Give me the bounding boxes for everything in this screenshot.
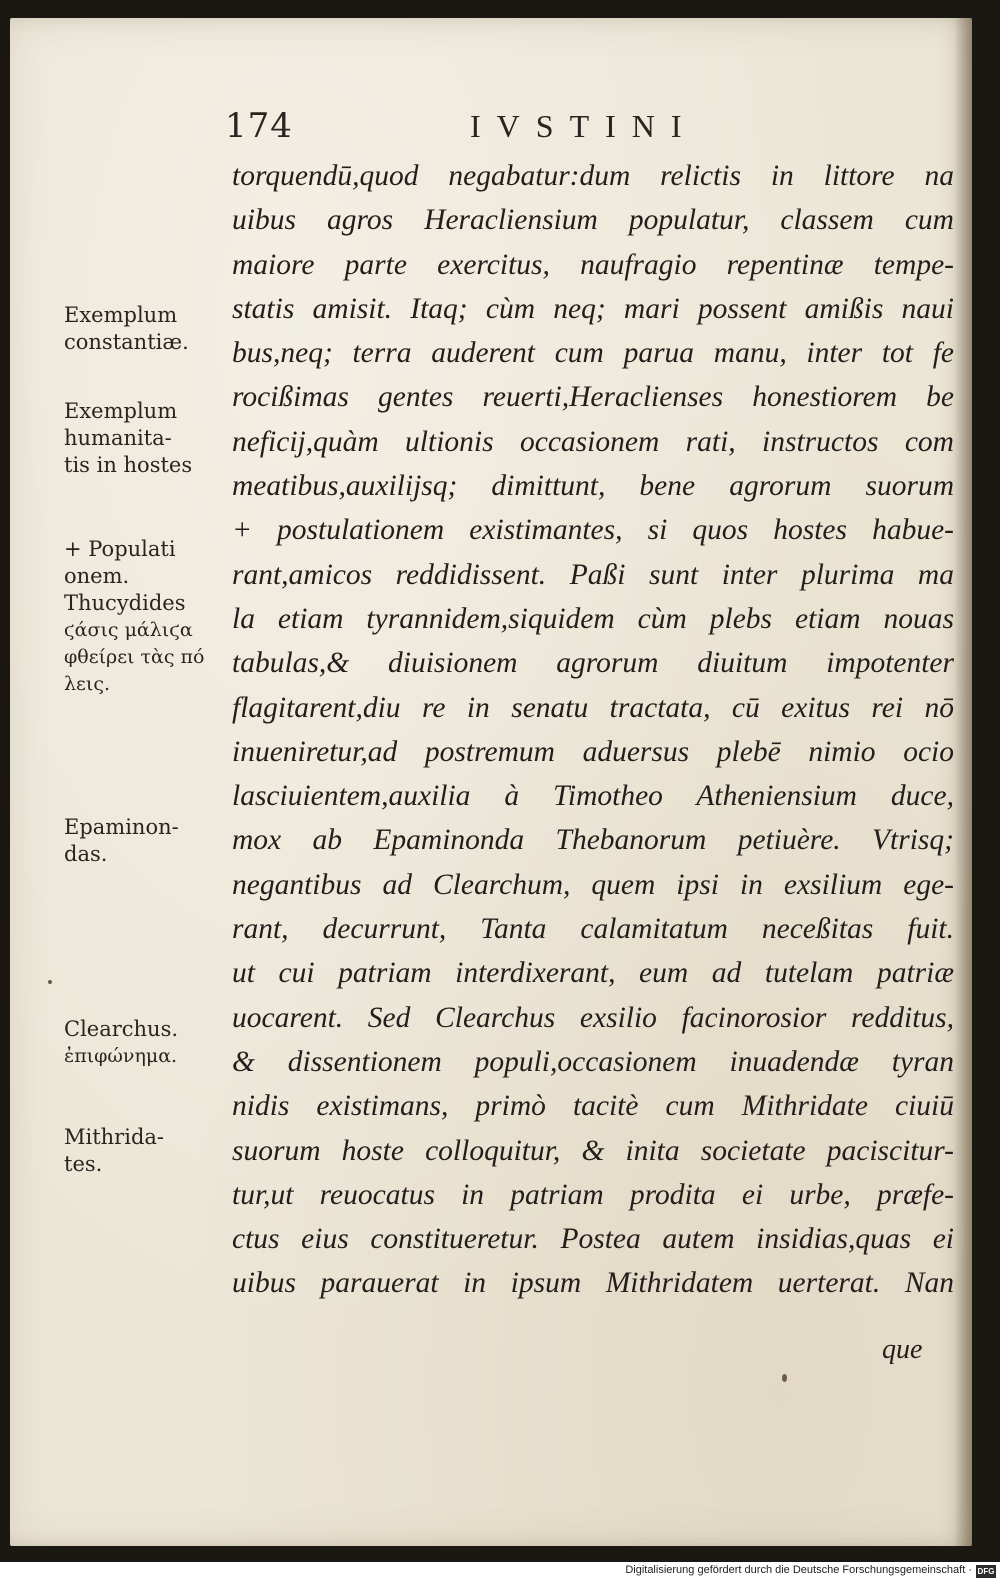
text-line: uibus agros Heracliensium populatur, classem cum: [232, 204, 954, 237]
marginal-note-line: + Populati: [64, 537, 176, 561]
marginal-note-thucydides: [64, 590, 230, 698]
text-line: la etiam tyrannidem,siquidem cùm plebs etiam nouas: [232, 602, 954, 635]
text-line: maiore parte exercitus, naufragio repentinæ tempe-: [232, 248, 954, 281]
paper-speck: [48, 980, 52, 984]
marginal-note-line: Exemplum: [64, 303, 178, 327]
text-line: & dissentionem populi,occasionem inuadendæ tyran: [232, 1045, 954, 1078]
catchword: que: [882, 1334, 923, 1365]
marginal-note-clearchus: [64, 1016, 230, 1070]
text-line: rant, decurrunt, Tanta calamitatum neceßitas fuit.: [232, 913, 954, 946]
main-text-block: [232, 154, 954, 1306]
marginal-note-line: onem.: [64, 564, 130, 588]
text-line: torquendū,quod negabatur:dum relictis in littore na: [232, 160, 954, 192]
marginal-note-exemplum-humanitatis: [64, 398, 230, 479]
text-line: tur,ut reuocatus in patriam prodita ei urbe, præfe-: [232, 1178, 954, 1211]
funding-credit: Digitalisierung gefördert durch die Deutsche Forschungsgemeinschaft ·: [625, 1564, 972, 1576]
text-line: uocarent. Sed Clearchus exsilio facinorosior redditus,: [232, 1001, 954, 1034]
marginal-note-line: Exemplum: [64, 399, 178, 423]
digitization-footer: [0, 1562, 1000, 1584]
text-line: negantibus ad Clearchum, quem ipsi in exsilium ege-: [232, 868, 954, 901]
text-line: uibus parauerat in ipsum Mithridatem uerterat. Nan: [232, 1267, 954, 1300]
text-line: + postulationem existimantes, si quos hostes habue-: [232, 514, 954, 547]
text-line: statis amisit. Itaq; cùm neq; mari possent amißis naui: [232, 292, 954, 325]
marginal-note-line: Mithrida-: [64, 1125, 164, 1149]
marginal-note-exemplum-constantiae: [64, 302, 230, 356]
marginal-note-line: tis in hostes: [64, 453, 193, 477]
marginal-note-line: ἐπιφώνημα.: [64, 1045, 178, 1067]
marginal-note-line: ϛάσις μάλιϛα: [64, 619, 193, 641]
marginal-note-line: λεις.: [64, 673, 111, 695]
marginal-note-line: das.: [64, 842, 108, 866]
text-line: tabulas,& diuisionem agrorum diuitum impotenter: [232, 647, 954, 680]
dfg-logo-icon: DFG: [977, 1567, 995, 1576]
text-line: nidis existimans, primò tacitè cum Mithridate ciuiū: [232, 1090, 954, 1123]
page-gutter-shadow: [954, 18, 972, 1546]
page-header: [10, 106, 972, 156]
marginal-note-line: humanita-: [64, 426, 172, 450]
marginal-note-line: tes.: [64, 1152, 103, 1176]
book-page: [10, 18, 972, 1546]
page-number: 174: [225, 106, 293, 146]
text-line: meatibus,auxilijsq; dimittunt, bene agrorum suorum: [232, 470, 954, 503]
running-head: IVSTINI: [470, 108, 698, 144]
text-line: ctus eius constitueretur. Postea autem insidias,quas ei: [232, 1223, 954, 1256]
marginal-note-line: Thucydides: [64, 591, 186, 615]
marginal-note-line: Clearchus.: [64, 1017, 179, 1041]
text-line: neficij,quàm ultionis occasionem rati, instructos com: [232, 425, 954, 458]
text-line: bus,neq; terra auderent cum parua manu, inter tot fe: [232, 337, 954, 370]
text-line: flagitarent,diu re in senatu tractata, cū exitus rei nō: [232, 691, 954, 724]
text-line: inueniretur,ad postremum aduersus plebē nimio ocio: [232, 735, 954, 768]
marginal-note-line: constantiæ.: [64, 330, 189, 354]
paper-speck: [782, 1374, 787, 1382]
text-line: lasciuientem,auxilia à Timotheo Atheniensium duce,: [232, 780, 954, 813]
text-line: rocißimas gentes reuerti,Heraclienses honestiorem be: [232, 381, 954, 414]
marginal-note-line: Epaminon-: [64, 815, 179, 839]
marginal-note-mithridates: [64, 1124, 230, 1178]
text-line: mox ab Epaminonda Thebanorum petiuère. Vtrisq;: [232, 824, 954, 857]
marginal-note-line: φθείρει τὰς πό: [64, 646, 205, 668]
marginal-note-epaminondas: [64, 814, 230, 868]
text-line: ut cui patriam interdixerant, eum ad tutelam patriæ: [232, 957, 954, 990]
text-line: rant,amicos reddidissent. Paßi sunt inter plurima ma: [232, 558, 954, 591]
text-line: suorum hoste colloquitur, & inita societate paciscitur-: [232, 1134, 954, 1167]
marginal-note-populationem: [64, 536, 230, 590]
